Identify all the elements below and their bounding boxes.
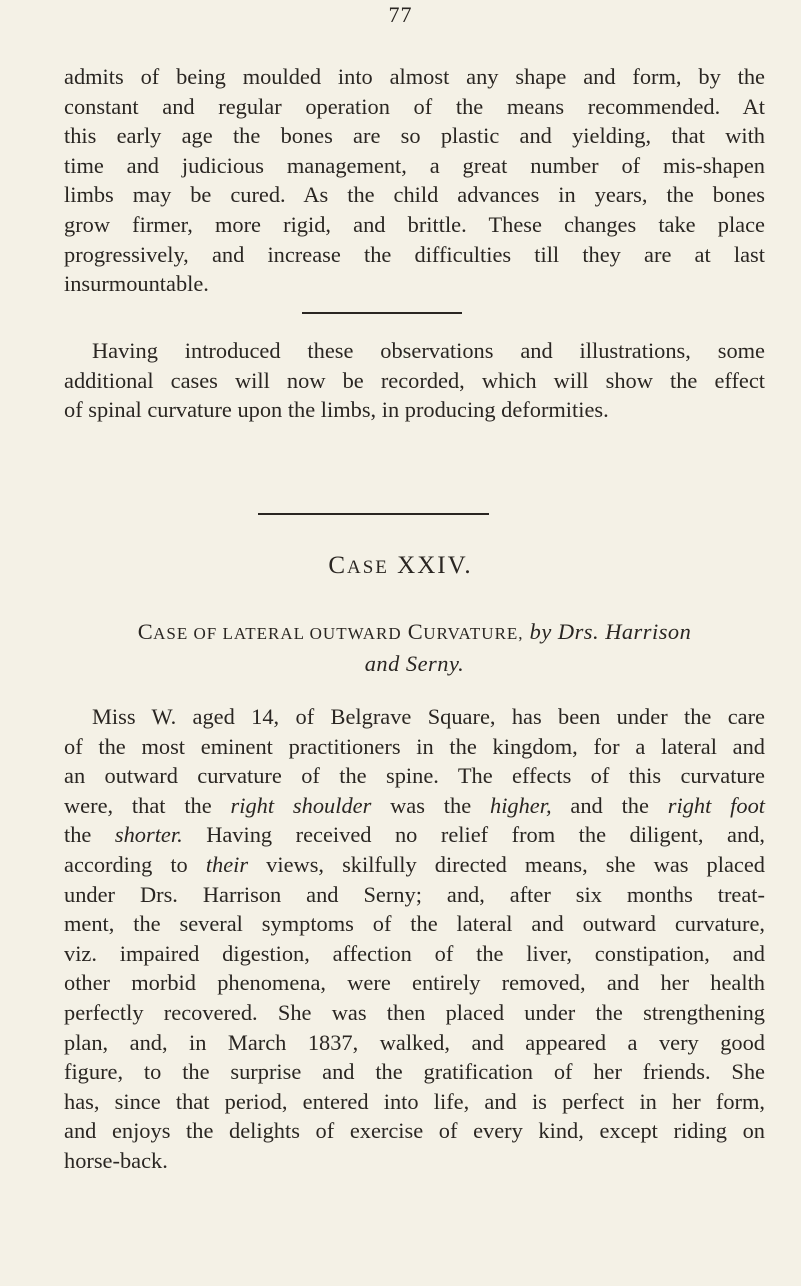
paragraph-case-body bbox=[64, 702, 765, 1176]
text-line: insurmountable. bbox=[64, 271, 209, 297]
subheading-smallcaps: URVATURE, bbox=[423, 624, 524, 643]
emphasis: shorter. bbox=[114, 822, 183, 848]
text-line: grow firmer, more rigid, and brittle. These changes take place bbox=[64, 211, 765, 237]
text-line: of spinal curvature upon the limbs, in producing deformities. bbox=[64, 397, 609, 423]
text-line: figure, to the surprise and the gratification of her friends. She bbox=[64, 1059, 765, 1085]
text-line: additional cases will now be recorded, which will show the effect bbox=[64, 367, 765, 393]
text-run: according to bbox=[64, 851, 188, 877]
case-heading-initial: C bbox=[328, 552, 347, 579]
text-line: other morbid phenomena, were entirely removed, and her health bbox=[64, 970, 765, 996]
subheading-initial: C bbox=[137, 619, 154, 644]
text-run: views, skilfully directed means, she was placed bbox=[266, 851, 765, 877]
text-run: Having received no relief from the diligent, and, bbox=[206, 822, 765, 848]
case-number: XXIV. bbox=[397, 552, 473, 579]
text-line: admits of being moulded into almost any shape and form, by the bbox=[64, 64, 765, 89]
subheading-initial: C bbox=[407, 619, 424, 644]
text-run: and the bbox=[570, 792, 649, 818]
text-line: constant and regular operation of the means recommended. At bbox=[64, 93, 765, 119]
case-heading-smallcaps: ASE bbox=[347, 557, 389, 578]
section-divider bbox=[302, 312, 462, 314]
text-run: the bbox=[64, 822, 92, 848]
text-line bbox=[64, 820, 765, 850]
text-line bbox=[64, 850, 765, 880]
text-line: and enjoys the delights of exercise of every kind, except riding on bbox=[64, 1118, 765, 1144]
text-line: has, since that period, entered into life, and is perfect in her form, bbox=[64, 1088, 765, 1114]
emphasis: their bbox=[205, 851, 249, 877]
case-divider bbox=[258, 513, 489, 515]
text-line: time and judicious management, a great number of mis-shapen bbox=[64, 152, 765, 178]
emphasis: right foot bbox=[667, 792, 765, 818]
text-line: limbs may be cured. As the child advances in years, the bones bbox=[64, 182, 765, 208]
case-subheading bbox=[64, 617, 765, 679]
text-line: of the most eminent practitioners in the kingdom, for a lateral and bbox=[64, 733, 765, 759]
text-line: Having introduced these observations and illustrations, some bbox=[92, 338, 765, 363]
text-line bbox=[64, 791, 765, 821]
text-line: ment, the several symptoms of the lateral and outward curvature, bbox=[64, 911, 765, 937]
paragraph-transition bbox=[64, 336, 765, 425]
emphasis: higher, bbox=[490, 792, 552, 818]
text-line: perfectly recovered. She was then placed under the strengthening bbox=[64, 999, 765, 1025]
text-line: Miss W. aged 14, of Belgrave Square, has been under the care bbox=[92, 704, 765, 729]
subheading-authors: by Drs. Harrison bbox=[529, 619, 692, 644]
text-line: plan, and, in March 1837, walked, and appeared a very good bbox=[64, 1029, 765, 1055]
case-heading bbox=[0, 552, 801, 580]
text-line: viz. impaired digestion, affection of the liver, constipation, and bbox=[64, 940, 765, 966]
page-number: 77 bbox=[388, 2, 413, 27]
text-run: were, that the bbox=[64, 792, 212, 818]
text-line: horse-back. bbox=[64, 1147, 168, 1173]
text-line: an outward curvature of the spine. The effects of this curvature bbox=[64, 763, 765, 789]
emphasis: right shoulder bbox=[230, 792, 372, 818]
text-run: was the bbox=[390, 792, 472, 818]
text-line: progressively, and increase the difficulties till they are at last bbox=[64, 241, 765, 267]
subheading-authors-cont: and Serny. bbox=[364, 651, 465, 676]
text-line: under Drs. Harrison and Serny; and, after six months treat- bbox=[64, 881, 765, 907]
subheading-smallcaps: ASE OF LATERAL OUTWARD bbox=[153, 624, 402, 643]
paragraph-intro bbox=[64, 62, 765, 299]
text-line: this early age the bones are so plastic and yielding, that with bbox=[64, 123, 765, 149]
